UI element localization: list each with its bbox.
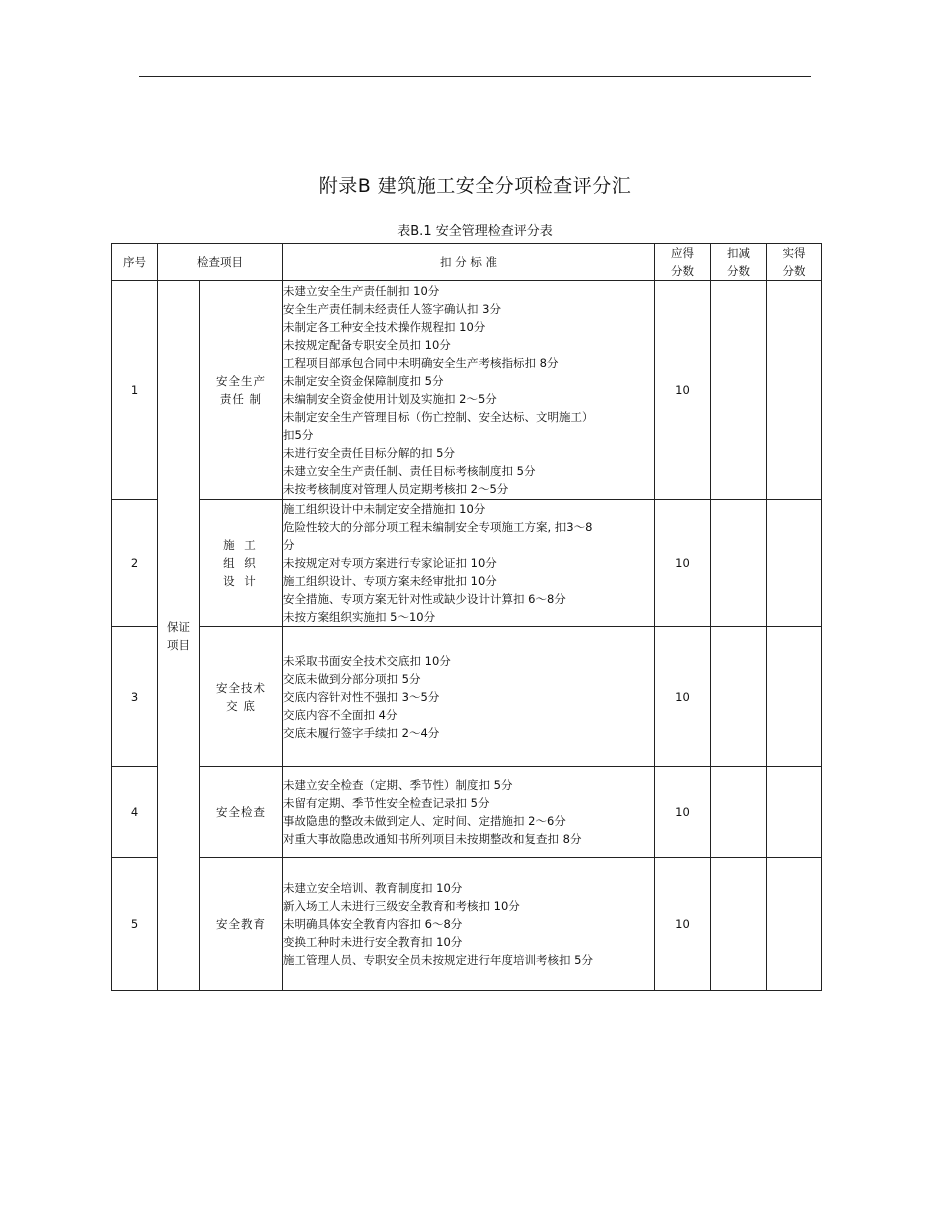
criteria-line: 交底内容针对性不强扣 3～5分 bbox=[283, 689, 440, 704]
criteria-line: 安全生产责任制未经责任人签字确认扣 3分 bbox=[283, 302, 501, 316]
criteria-line: 安全措施、专项方案无针对性或缺少设计计算扣 6～8分 bbox=[283, 592, 566, 606]
row-actual-score bbox=[767, 858, 822, 991]
row-no: 3 bbox=[112, 627, 158, 767]
row-criteria bbox=[283, 281, 655, 500]
criteria-line: 交底未做到分部分项扣 5分 bbox=[283, 671, 421, 686]
header-deduct-score: 扣减分数 bbox=[711, 244, 767, 281]
row-deduct-score bbox=[711, 627, 767, 767]
header-no: 序号 bbox=[112, 244, 158, 281]
row-criteria bbox=[283, 627, 655, 767]
criteria-line: 未编制安全资金使用计划及实施扣 2～5分 bbox=[283, 392, 497, 406]
document-title: 附录B 建筑施工安全分项检查评分汇 bbox=[318, 175, 632, 197]
criteria-line: 危险性较大的分部分项工程未编制安全专项施工方案, 扣3～8 bbox=[283, 520, 593, 534]
header-criteria: 扣 分 标 准 bbox=[283, 244, 655, 281]
row-deduct-score bbox=[711, 767, 767, 858]
criteria-line: 施工组织设计、专项方案未经审批扣 10分 bbox=[283, 574, 497, 588]
row-criteria bbox=[283, 500, 655, 627]
row-criteria bbox=[283, 858, 655, 991]
table-row bbox=[112, 767, 822, 858]
criteria-line: 变换工种时未进行安全教育扣 10分 bbox=[283, 935, 463, 949]
criteria-line: 未进行安全责任目标分解的扣 5分 bbox=[283, 446, 455, 460]
row-item: 安全检查 bbox=[200, 767, 283, 858]
criteria-line: 施工组织设计中未制定安全措施扣 10分 bbox=[283, 502, 486, 516]
criteria-line: 未留有定期、季节性安全检查记录扣 5分 bbox=[283, 796, 490, 810]
row-item: 安全教育 bbox=[200, 858, 283, 991]
row-actual-score bbox=[767, 281, 822, 500]
header-item: 检查项目 bbox=[158, 244, 283, 281]
table-row bbox=[112, 627, 822, 767]
criteria-line: 工程项目部承包合同中未明确安全生产考核指标扣 8分 bbox=[283, 356, 559, 370]
row-no: 1 bbox=[112, 281, 158, 500]
category-cell: 保证项目 bbox=[158, 281, 200, 991]
row-item: 安全生产责任 制 bbox=[200, 281, 283, 500]
criteria-line: 新入场工人未进行三级安全教育和考核扣 10分 bbox=[283, 899, 520, 913]
criteria-line: 对重大事故隐患改通知书所列项目未按期整改和复查扣 8分 bbox=[283, 832, 582, 846]
row-no: 2 bbox=[112, 500, 158, 627]
row-due-score: 10 bbox=[655, 627, 711, 767]
criteria-line: 未建立安全培训、教育制度扣 10分 bbox=[283, 881, 463, 895]
header-actual-score: 实得分数 bbox=[767, 244, 822, 281]
criteria-line: 交底未履行签字手续扣 2～4分 bbox=[283, 725, 440, 740]
criteria-line: 未制定安全生产管理目标（伤亡控制、安全达标、文明施工） bbox=[283, 410, 594, 424]
table-header-row bbox=[112, 244, 822, 281]
row-due-score: 10 bbox=[655, 858, 711, 991]
header-due-score: 应得分数 bbox=[655, 244, 711, 281]
row-deduct-score bbox=[711, 500, 767, 627]
row-due-score: 10 bbox=[655, 281, 711, 500]
criteria-line: 未按考核制度对管理人员定期考核扣 2～5分 bbox=[283, 482, 509, 496]
row-due-score: 10 bbox=[655, 767, 711, 858]
row-actual-score bbox=[767, 627, 822, 767]
row-actual-score bbox=[767, 767, 822, 858]
criteria-line: 未建立安全生产责任制扣 10分 bbox=[283, 284, 440, 298]
criteria-line: 扣5分 bbox=[283, 428, 314, 442]
criteria-line: 未采取书面安全技术交底扣 10分 bbox=[283, 653, 451, 668]
row-item: 安全技术 交 底 bbox=[200, 627, 283, 767]
table-caption: 表B.1 安全管理检查评分表 bbox=[397, 224, 553, 239]
criteria-line: 未按规定对专项方案进行专家论证扣 10分 bbox=[283, 556, 497, 570]
criteria-line: 未按方案组织实施扣 5～10分 bbox=[283, 610, 436, 624]
row-deduct-score bbox=[711, 858, 767, 991]
row-no: 5 bbox=[112, 858, 158, 991]
criteria-line: 未建立安全检查（定期、季节性）制度扣 5分 bbox=[283, 778, 513, 792]
safety-management-score-table bbox=[111, 243, 822, 991]
table-row bbox=[112, 281, 822, 500]
criteria-line: 事故隐患的整改未做到定人、定时间、定措施扣 2～6分 bbox=[283, 814, 566, 828]
criteria-line: 未按规定配备专职安全员扣 10分 bbox=[283, 338, 451, 352]
header-rule bbox=[139, 76, 811, 77]
row-no: 4 bbox=[112, 767, 158, 858]
criteria-line: 交底内容不全面扣 4分 bbox=[283, 707, 398, 722]
criteria-line: 施工管理人员、专职安全员未按规定进行年度培训考核扣 5分 bbox=[283, 953, 593, 967]
table-row bbox=[112, 500, 822, 627]
criteria-line: 未制定各工种安全技术操作规程扣 10分 bbox=[283, 320, 486, 334]
row-due-score: 10 bbox=[655, 500, 711, 627]
row-deduct-score bbox=[711, 281, 767, 500]
criteria-line: 未建立安全生产责任制、责任目标考核制度扣 5分 bbox=[283, 464, 536, 478]
row-criteria bbox=[283, 767, 655, 858]
criteria-line: 未明确具体安全教育内容扣 6～8分 bbox=[283, 917, 463, 931]
criteria-line: 未制定安全资金保障制度扣 5分 bbox=[283, 374, 444, 388]
row-actual-score bbox=[767, 500, 822, 627]
criteria-line: 分 bbox=[283, 538, 295, 552]
row-item: 施 工 组 织 设 计 bbox=[200, 500, 283, 627]
table-row bbox=[112, 858, 822, 991]
